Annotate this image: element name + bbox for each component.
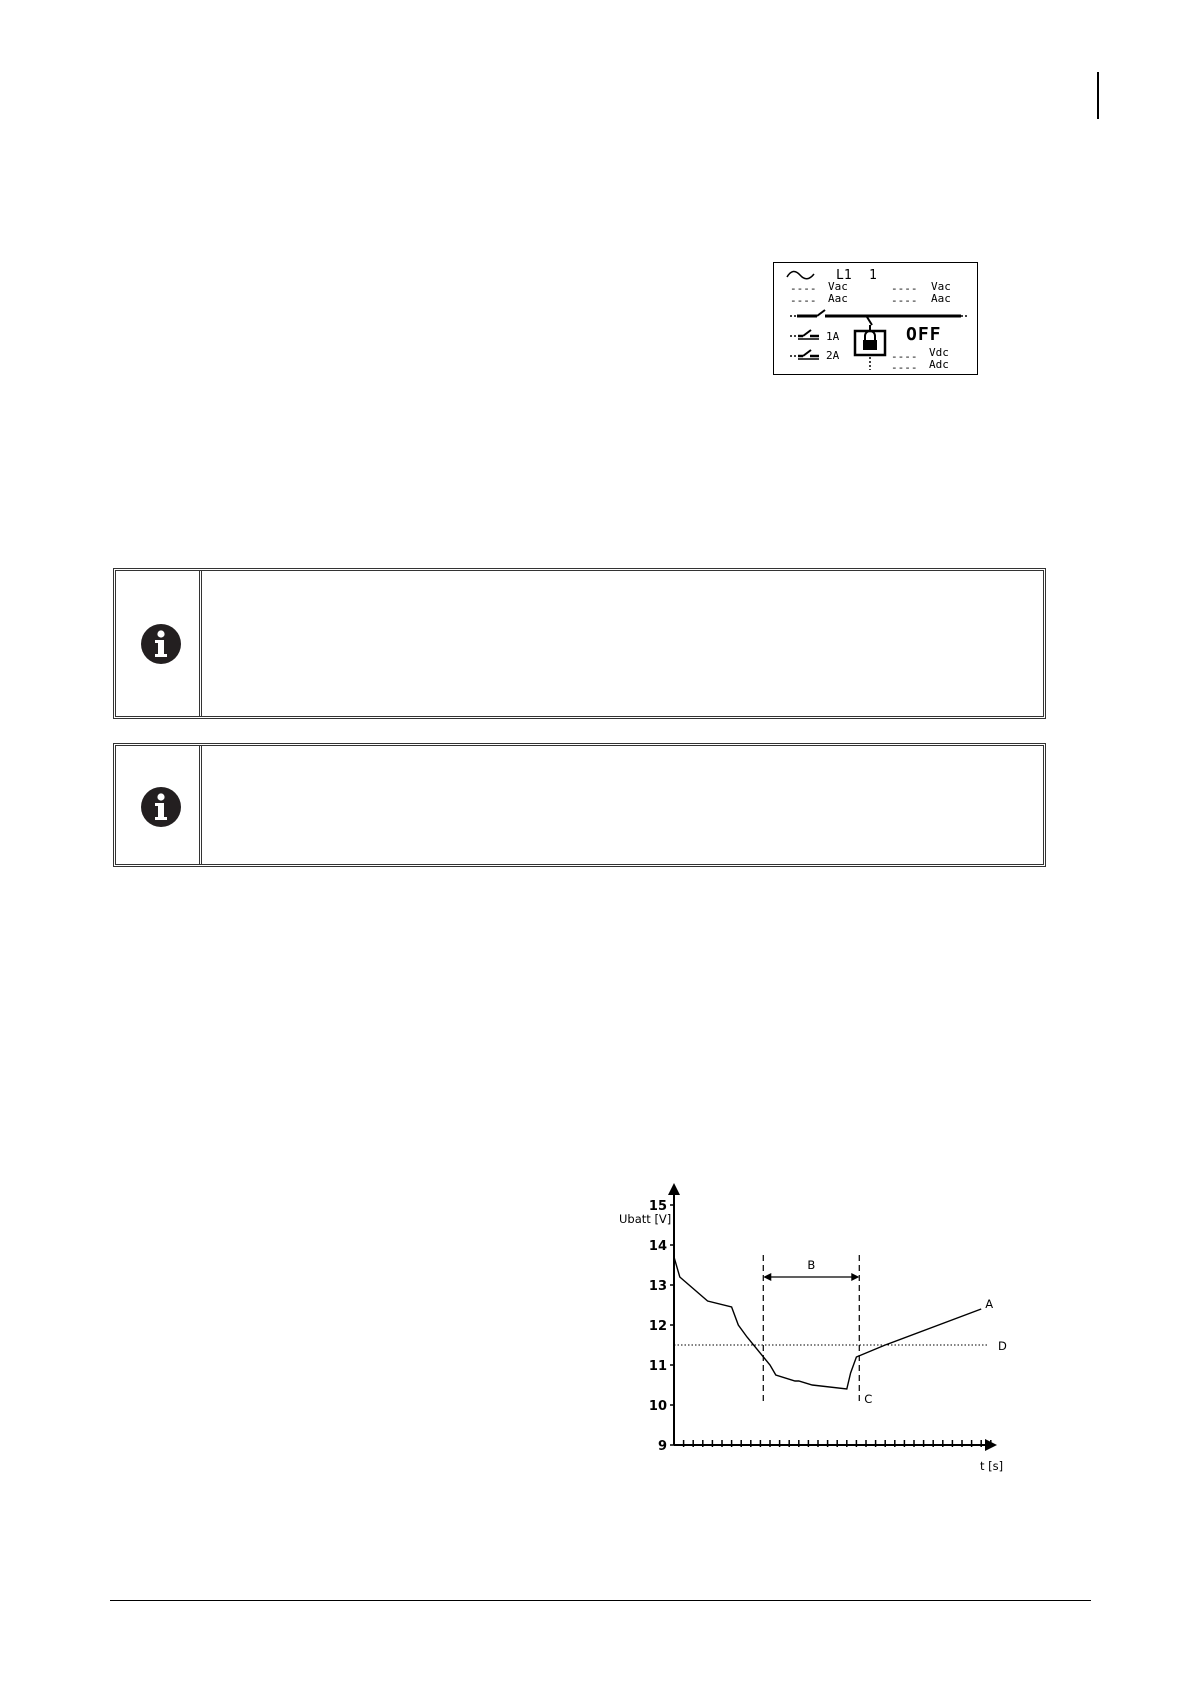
- sine-wave-icon: [786, 267, 816, 283]
- chart-marks: [674, 1255, 1007, 1406]
- chart-ticks: [648, 1199, 994, 1454]
- y-axis-arrow: [668, 1183, 680, 1195]
- ac-left-amp-dashes: ----: [790, 294, 817, 307]
- y-tick-label: 10: [648, 1399, 667, 1414]
- ac-right-volt-dashes: ----: [891, 282, 918, 295]
- relay-icon: [789, 347, 821, 361]
- ac-right-amp-dashes: ----: [891, 294, 918, 307]
- interval-arrow-head-left: [763, 1273, 771, 1281]
- threshold-label: D: [998, 1339, 1007, 1353]
- info-note-box: [113, 568, 1046, 719]
- info-icon-cell: [116, 746, 202, 864]
- ac-left-volt-unit: Vac: [828, 280, 848, 293]
- y-tick-label: 12: [648, 1319, 667, 1334]
- info-note-box: [113, 743, 1046, 867]
- y-tick-label: 9: [657, 1439, 667, 1454]
- y-tick-label: 14: [648, 1239, 667, 1254]
- interval-arrow-head-right: [851, 1273, 859, 1281]
- dc-amp-unit: Adc: [929, 358, 949, 371]
- relay-icon: [789, 327, 821, 341]
- chart-axes: [668, 1183, 997, 1451]
- battery-voltage-chart: [610, 1180, 1010, 1475]
- lock-icon: [852, 317, 888, 371]
- x-axis-label: t [s]: [980, 1459, 1004, 1473]
- y-axis-label: Ubatt [V]: [619, 1212, 672, 1226]
- ac-right-amp-unit: Aac: [931, 292, 951, 305]
- dc-volt-unit: Vdc: [929, 346, 949, 359]
- dc-amp-dashes: ----: [891, 361, 918, 374]
- page-margin-marker: [1097, 72, 1099, 119]
- status-off: OFF: [906, 324, 942, 345]
- y-tick-label: 15: [648, 1199, 667, 1214]
- ac-left-volt-dashes: ----: [790, 282, 817, 295]
- relay2-label: 2A: [826, 349, 840, 362]
- y-tick-label: 13: [648, 1279, 667, 1294]
- info-icon-cell: [116, 571, 202, 716]
- info-note-text: [202, 571, 1043, 716]
- ac-right-volt-unit: Vac: [931, 280, 951, 293]
- minimum-point-label: C: [864, 1392, 873, 1406]
- line-number: 1: [869, 268, 877, 283]
- line-label: L1: [836, 268, 852, 283]
- y-tick-label: 11: [648, 1359, 667, 1374]
- lcd-display: [773, 262, 978, 375]
- footer-rule: [110, 1600, 1091, 1601]
- info-icon: [140, 623, 182, 665]
- interval-label: B: [807, 1258, 816, 1272]
- relay1-label: 1A: [826, 330, 840, 343]
- series-label-a: A: [985, 1297, 994, 1311]
- info-icon: [140, 786, 182, 828]
- dc-volt-dashes: ----: [891, 350, 918, 363]
- ac-left-amp-unit: Aac: [828, 292, 848, 305]
- info-note-text: [202, 746, 1043, 864]
